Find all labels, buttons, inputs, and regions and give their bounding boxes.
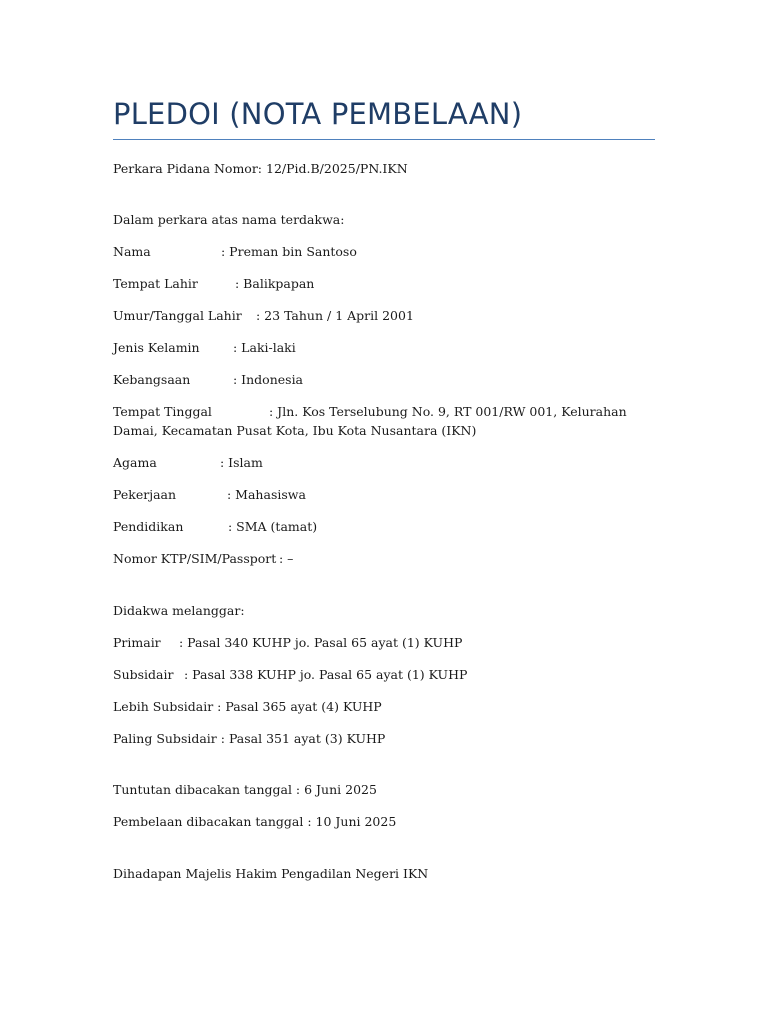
defendant-birthplace-value: : Balikpapan [235,276,315,291]
charge-subsidiary-label: Subsidair [113,667,174,682]
defendant-birthplace-label: Tempat Lahir [113,276,198,291]
charge-subsidiary-row [113,665,467,684]
defendant-age-row [113,306,414,325]
charge-primary-value: : Pasal 340 KUHP jo. Pasal 65 ayat (1) KUHP [179,635,463,650]
defendant-id-row [113,549,293,568]
defendant-religion-row [113,453,263,472]
charge-most-subsidiary-row [113,729,385,748]
charge-most-subsidiary-label: Paling Subsidair [113,731,217,746]
defendant-occupation-row [113,485,306,504]
defendant-residence-label: Tempat Tinggal [113,404,212,419]
charge-primary-label: Primair [113,635,161,650]
defendant-name-value: : Preman bin Santoso [221,244,357,259]
defendant-residence-row [113,402,633,440]
defendant-id-label: Nomor KTP/SIM/Passport [113,551,277,566]
defendant-gender-row [113,338,296,357]
charge-more-subsidiary-value: : Pasal 365 ayat (4) KUHP [217,699,382,714]
defendant-nationality-row [113,370,303,389]
document-title: PLEDOI (NOTA PEMBELAAN) [113,97,523,131]
charge-more-subsidiary-label: Lebih Subsidair [113,699,214,714]
defendant-nationality-label: Kebangsaan [113,372,191,387]
court-statement: Dihadapan Majelis Hakim Pengadilan Negeri IKN [113,866,429,881]
defendant-education-label: Pendidikan [113,519,184,534]
charge-subsidiary-value: : Pasal 338 KUHP jo. Pasal 65 ayat (1) KUHP [184,667,468,682]
charges-intro: Didakwa melanggar: [113,603,245,618]
defendant-residence-value: : Jln. Kos Terselubung No. 9, RT 001/RW 001, Kelurahan Damai, Kecamatan Pusat Kota, Ibu Kota Nusantara (IKN) [113,404,627,438]
defendant-occupation-value: : Mahasiswa [227,487,306,502]
defendant-religion-label: Agama [113,455,157,470]
charge-primary-row [113,633,462,652]
defendant-education-value: : SMA (tamat) [228,519,318,534]
defense-read-date: Pembelaan dibacakan tanggal : 10 Juni 2025 [113,814,397,829]
defendant-age-label: Umur/Tanggal Lahir [113,308,242,323]
defendant-nationality-value: : Indonesia [233,372,304,387]
defendant-age-value: : 23 Tahun / 1 April 2001 [256,308,414,323]
case-number: Perkara Pidana Nomor: 12/Pid.B/2025/PN.IKN [113,161,408,176]
defendant-education-row [113,517,317,536]
defendant-gender-value: : Laki-laki [233,340,296,355]
defendant-occupation-label: Pekerjaan [113,487,177,502]
title-underline [113,139,655,140]
charge-most-subsidiary-value: : Pasal 351 ayat (3) KUHP [220,731,386,746]
defendant-name-row [113,242,357,261]
prosecution-read-date: Tuntutan dibacakan tanggal : 6 Juni 2025 [113,782,377,797]
defendant-religion-value: : Islam [220,455,263,470]
charge-more-subsidiary-row [113,697,382,716]
defendant-gender-label: Jenis Kelamin [113,340,200,355]
defendant-intro: Dalam perkara atas nama terdakwa: [113,212,345,227]
defendant-birthplace-row [113,274,314,293]
defendant-id-value: : – [279,551,294,566]
defendant-name-label: Nama [113,244,151,259]
